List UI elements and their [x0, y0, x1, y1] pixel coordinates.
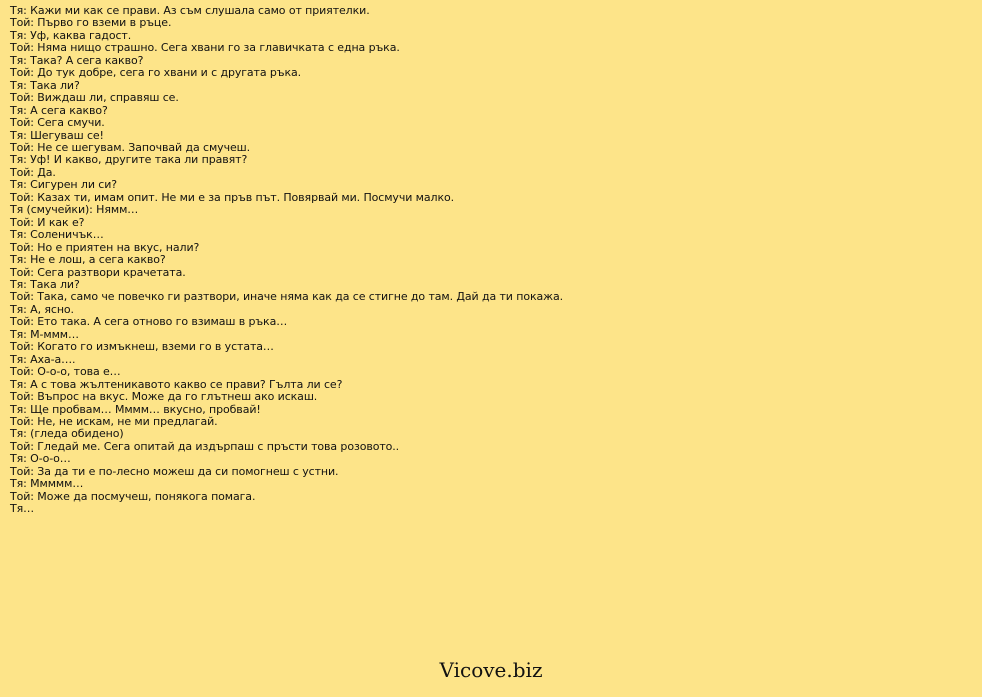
dialogue-line: Тя: Не е лош, а сега какво?	[10, 253, 166, 267]
dialogue-text	[10, 5, 972, 516]
dialogue-line: Тя: Шегуваш се!	[10, 128, 104, 142]
dialogue-line: Той: Въпрос на вкус. Може да го глътнеш ако искаш.	[10, 390, 318, 404]
dialogue-line: Той: Ето така. А сега отново го взимаш в ръка…	[10, 315, 288, 329]
dialogue-line: Той: И как е?	[10, 215, 85, 229]
dialogue-line: Той: Когато го измъкнеш, вземи го в устата…	[10, 340, 274, 354]
dialogue-line: Той: Сега разтвори крачетата.	[10, 265, 186, 279]
site-watermark: Vicove.biz	[439, 658, 543, 682]
dialogue-line: Тя: Ммммм…	[10, 477, 84, 491]
dialogue-line: Той: Но е приятен на вкус, нали?	[10, 240, 200, 254]
dialogue-line: Той: За да ти е по-лесно можеш да си помогнеш с устни.	[10, 464, 339, 478]
dialogue-line: Тя: А с това жълтеникавото какво се прави? Гълта ли се?	[10, 377, 343, 391]
dialogue-line: Тя: Ще пробвам… Мммм… вкусно, пробвай!	[10, 402, 261, 416]
dialogue-line: Тя: Соленичък…	[10, 228, 104, 242]
dialogue-line: Тя: Така ли?	[10, 78, 80, 92]
dialogue-line: Тя: А сега какво?	[10, 103, 108, 117]
dialogue-line: Тя…	[10, 502, 35, 516]
dialogue-line: Той: Така, само че повечко ги разтвори, иначе няма как да се стигне до там. Дай да ти покажа.	[10, 290, 564, 304]
dialogue-line: Той: Няма нищо страшно. Сега хвани го за главичката с една ръка.	[10, 41, 400, 55]
dialogue-line: Тя: Така? А сега какво?	[10, 53, 144, 67]
dialogue-line: Той: Виждаш ли, справяш се.	[10, 91, 179, 105]
dialogue-line: Той: Сега смучи.	[10, 116, 105, 130]
dialogue-line: Той: Първо го вземи в ръце.	[10, 16, 172, 30]
dialogue-line: Тя: (гледа обидено)	[10, 427, 124, 441]
dialogue-line: Той: О-о-о, това е…	[10, 365, 121, 379]
dialogue-line: Той: Казах ти, имам опит. Не ми е за пръв път. Повярвай ми. Посмучи малко.	[10, 190, 455, 204]
dialogue-line: Тя: Сигурен ли си?	[10, 178, 118, 192]
dialogue-line: Тя: О-о-о…	[10, 452, 71, 466]
dialogue-line: Тя: М-ммм…	[10, 327, 79, 341]
dialogue-line: Той: До тук добре, сега го хвани и с другата ръка.	[10, 66, 302, 80]
dialogue-line: Тя: Така ли?	[10, 277, 80, 291]
dialogue-line: Тя: Уф, каква гадост.	[10, 28, 132, 42]
dialogue-line: Той: Гледай ме. Сега опитай да издърпаш с пръсти това розовото..	[10, 439, 400, 453]
dialogue-line: Тя: Кажи ми как се прави. Аз съм слушала само от приятелки.	[10, 4, 370, 17]
dialogue-line: Той: Не, не искам, не ми предлагай.	[10, 414, 218, 428]
dialogue-line: Тя (смучейки): Нямм…	[10, 203, 139, 217]
dialogue-line: Той: Може да посмучеш, понякога помага.	[10, 489, 256, 503]
dialogue-line: Той: Да.	[10, 165, 56, 179]
dialogue-line: Тя: Уф! И какво, другите така ли правят?	[10, 153, 248, 167]
dialogue-line: Тя: А, ясно.	[10, 302, 74, 316]
dialogue-line: Тя: Аха-а….	[10, 352, 76, 366]
dialogue-line: Той: Не се шегувам. Започвай да смучеш.	[10, 140, 250, 154]
